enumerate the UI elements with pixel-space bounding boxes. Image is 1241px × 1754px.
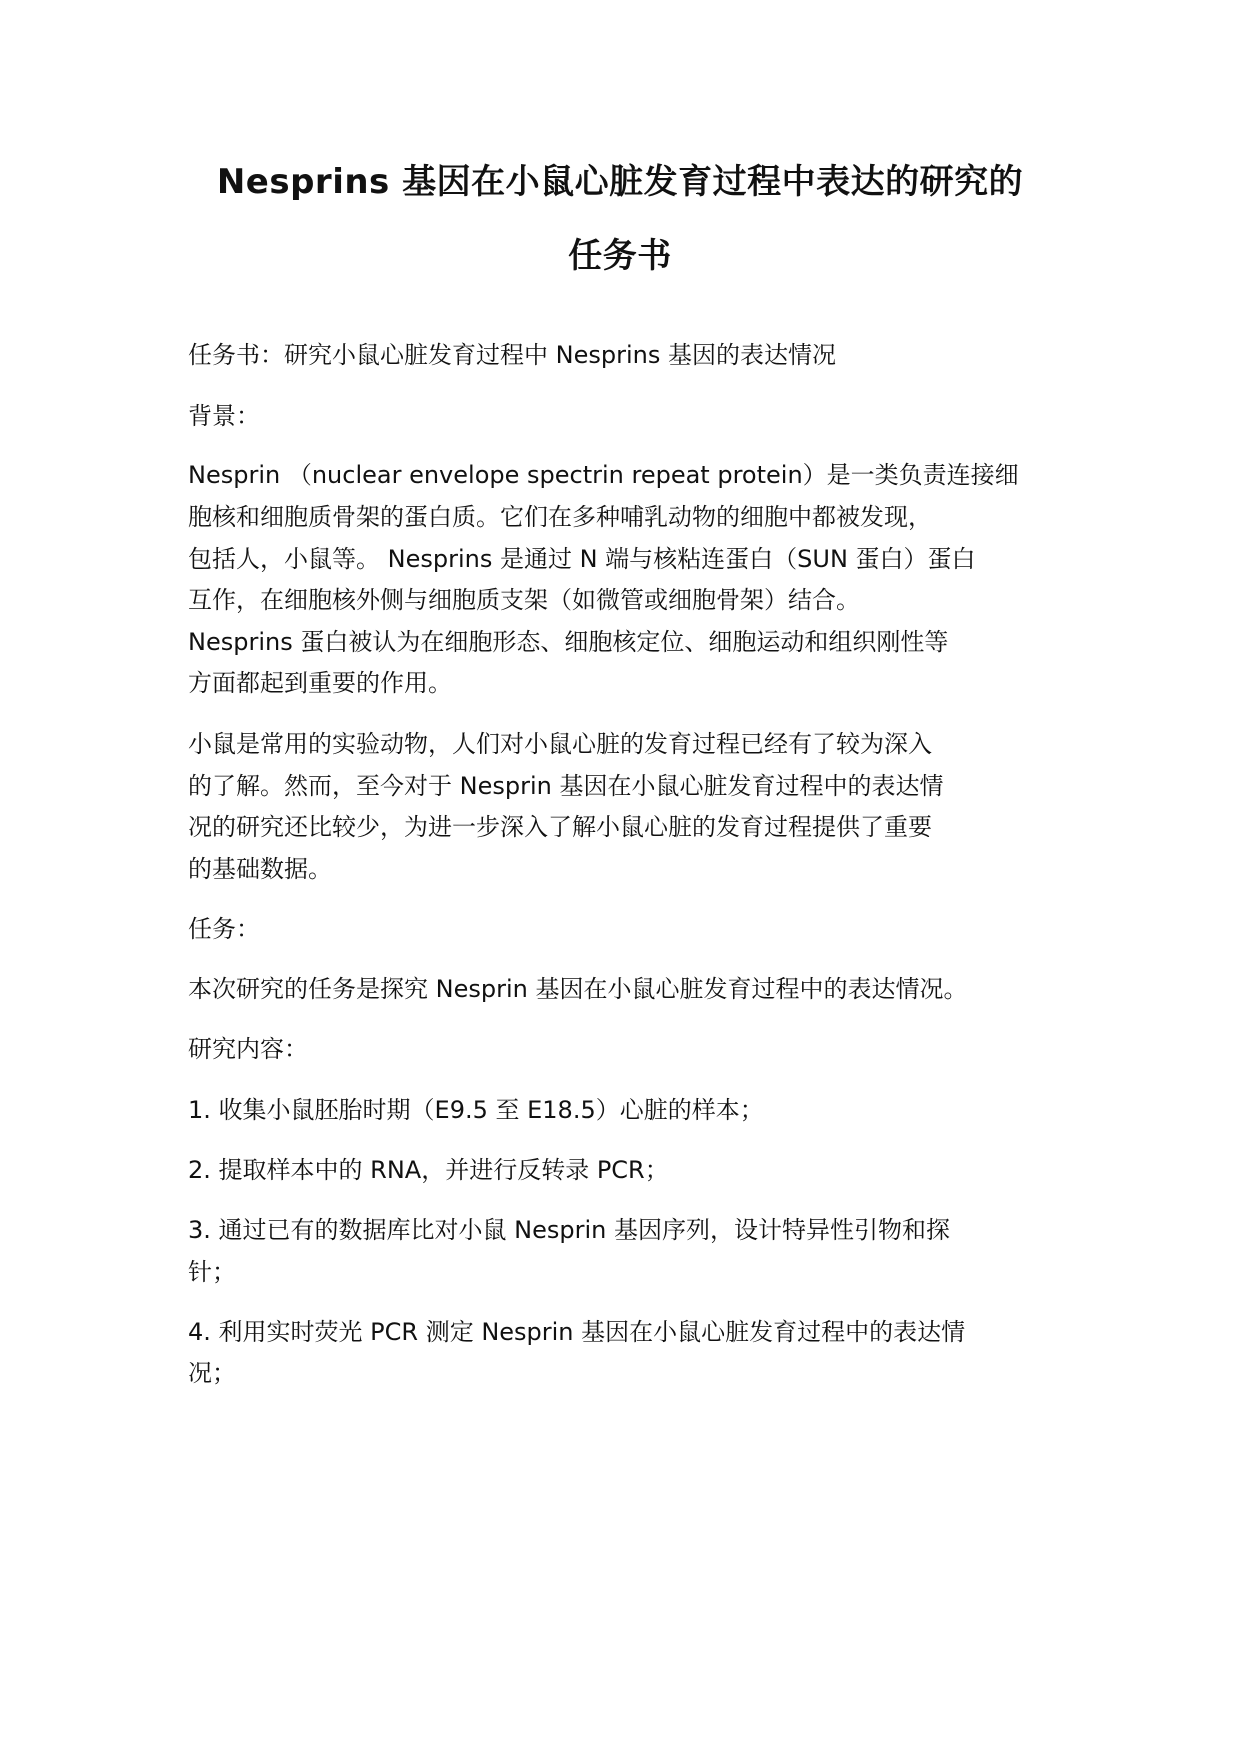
list-item-4: 4. 利用实时荧光 PCR 测定 Nesprin 基因在小鼠心脏发育过程中的表达情 [188,1318,966,1346]
paragraph-line: 方面都起到重要的作用。 [188,669,452,697]
document-title-line-2: 任务书 [568,236,672,276]
paragraph-line: 互作，在细胞核外侧与细胞质支架（如微管或细胞骨架）结合。 [188,586,860,614]
task-heading: 任务书：研究小鼠心脏发育过程中 Nesprins 基因的表达情况 [188,341,836,369]
task-text: 本次研究的任务是探究 Nesprin 基因在小鼠心脏发育过程中的表达情况。 [188,975,968,1003]
background-heading: 背景： [188,402,260,430]
list-item-2: 2. 提取样本中的 RNA，并进行反转录 PCR； [188,1156,669,1184]
paragraph-line: Nesprins 蛋白被认为在细胞形态、细胞核定位、细胞运动和组织刚性等 [188,628,949,656]
paragraph-line: 小鼠是常用的实验动物，人们对小鼠心脏的发育过程已经有了较为深入 [188,730,932,758]
list-item-3-continuation: 针； [188,1258,236,1286]
list-item-1: 1. 收集小鼠胚胎时期（E9.5 至 E18.5）心脏的样本； [188,1096,764,1124]
list-item-4-continuation: 况； [188,1359,236,1387]
paragraph-line: 况的研究还比较少，为进一步深入了解小鼠心脏的发育过程提供了重要 [188,813,932,841]
paragraph-line: 的基础数据。 [188,855,332,883]
list-item-3: 3. 通过已有的数据库比对小鼠 Nesprin 基因序列，设计特异性引物和探 [188,1216,950,1244]
document-title-line-1: Nesprins 基因在小鼠心脏发育过程中表达的研究的 [216,162,1024,202]
paragraph-line: 胞核和细胞质骨架的蛋白质。它们在多种哺乳动物的细胞中都被发现， [188,503,932,531]
research-content-label: 研究内容： [188,1035,308,1063]
paragraph-line: 包括人，小鼠等。 Nesprins 是通过 N 端与核粘连蛋白（SUN 蛋白）蛋白 [188,545,976,573]
task-label: 任务： [188,915,260,943]
paragraph-line: 的了解。然而，至今对于 Nesprin 基因在小鼠心脏发育过程中的表达情 [188,772,944,800]
paragraph-line: Nesprin （nuclear envelope spectrin repeat protein）是一类负责连接细 [188,461,1019,489]
